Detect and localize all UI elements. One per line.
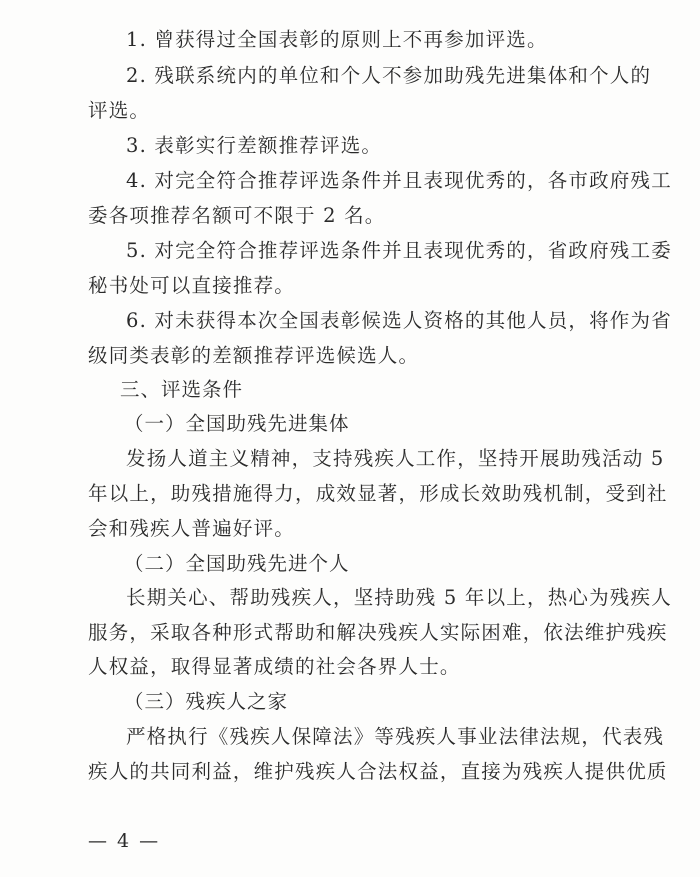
paragraph-1-line-1: 发扬人道主义精神，支持残疾人工作，坚持开展助残活动 5 xyxy=(126,447,665,470)
list-item-1: 1. 曾获得过全国表彰的原则上不再参加评选。 xyxy=(126,28,548,51)
paragraph-2-line-2: 服务，采取各种形式帮助和解决残疾人实际困难，依法维护残疾 xyxy=(88,621,668,644)
page-number: — 4 — xyxy=(88,830,161,852)
subsection-heading-1: （一）全国助残先进集体 xyxy=(124,412,350,435)
list-item-5-line-2: 秘书处可以直接推荐。 xyxy=(88,274,296,297)
section-heading: 三、评选条件 xyxy=(120,378,244,401)
subsection-heading-3: （三）残疾人之家 xyxy=(124,690,289,713)
list-item-2-line-2: 评选。 xyxy=(88,99,151,122)
list-item-2-line-1: 2. 残联系统内的单位和个人不参加助残先进集体和个人的 xyxy=(126,64,652,87)
list-item-4-line-2: 委各项推荐名额可不限于 2 名。 xyxy=(88,204,386,227)
list-item-3: 3. 表彰实行差额推荐评选。 xyxy=(126,134,383,157)
paragraph-1-line-3: 会和残疾人普遍好评。 xyxy=(88,517,296,540)
paragraph-3-line-2: 疾人的共同利益，维护残疾人合法权益，直接为残疾人提供优质 xyxy=(88,760,668,783)
list-item-6-line-2: 级同类表彰的差额推荐评选候选人。 xyxy=(88,344,420,367)
paragraph-2-line-3: 人权益，取得显著成绩的社会各界人士。 xyxy=(88,655,461,678)
list-item-5-line-1: 5. 对完全符合推荐评选条件并且表现优秀的，省政府残工委 xyxy=(126,239,672,262)
paragraph-3-line-1: 严格执行《残疾人保障法》等残疾人事业法律法规，代表残 xyxy=(126,725,665,748)
list-item-4-line-1: 4. 对完全符合推荐评选条件并且表现优秀的，各市政府残工 xyxy=(126,169,672,192)
paragraph-1-line-2: 年以上，助残措施得力，成效显著，形成长效助残机制，受到社 xyxy=(88,482,668,505)
subsection-heading-2: （二）全国助残先进个人 xyxy=(124,552,350,575)
paragraph-2-line-1: 长期关心、帮助残疾人，坚持助残 5 年以上，热心为残疾人 xyxy=(126,586,672,609)
list-item-6-line-1: 6. 对未获得本次全国表彰候选人资格的其他人员，将作为省 xyxy=(126,309,672,332)
